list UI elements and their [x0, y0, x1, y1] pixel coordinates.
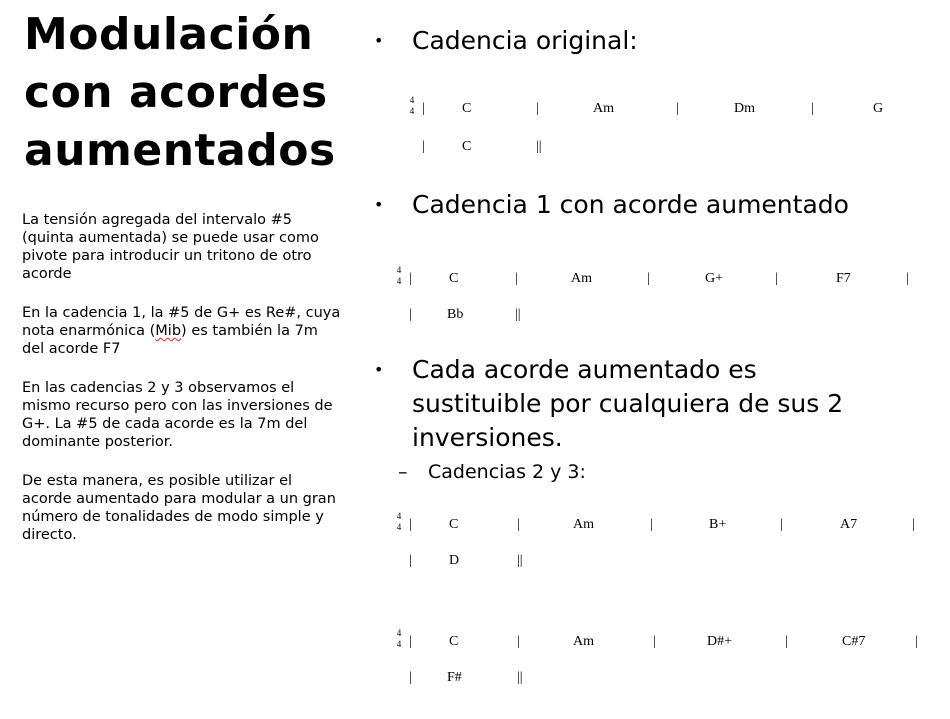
- chord-3: B+: [709, 517, 727, 532]
- title-line-1: Modulación: [24, 9, 314, 60]
- chord-2: Am: [573, 634, 594, 649]
- explanation-paragraph-2-start: En la cadencia 1, la #5 de G+ es Re#, cuya nota enarmónica (: [22, 305, 341, 339]
- chord-1: C: [449, 634, 459, 649]
- sub-bullet-cadencias-2-3: [398, 459, 586, 485]
- barline: |: [775, 271, 778, 286]
- barline: |: [676, 101, 679, 116]
- bullet-cadencia-original: [374, 24, 638, 58]
- explanation-paragraph-3: En las cadencias 2 y 3 observamos el mismo recurso pero con las inversiones de G+. La #5 de cada acorde es la 7m del dominante posterior.: [22, 380, 333, 450]
- dash-icon: –: [398, 461, 408, 483]
- chord-4: F7: [836, 271, 851, 286]
- slide-title: [24, 6, 354, 180]
- chord-1: C: [449, 517, 459, 532]
- time-signature-bottom: 4: [396, 639, 402, 649]
- chord-5: F#: [447, 670, 462, 685]
- barline: |: [517, 634, 520, 649]
- bullet-dot-icon: •: [374, 360, 384, 379]
- bullet-cadencia-1: [374, 188, 849, 222]
- time-signature-top: 4: [396, 628, 402, 638]
- time-signature-bottom: 4: [396, 276, 402, 286]
- final-barline: ||: [515, 307, 521, 322]
- barline: |: [536, 101, 539, 116]
- chord-4: C#7: [842, 634, 866, 649]
- time-signature-top: 4: [396, 265, 402, 275]
- explanation-paragraph-2: [22, 304, 344, 358]
- chord-2: Am: [593, 101, 614, 116]
- barline: |: [915, 634, 918, 649]
- chord-5: Bb: [447, 307, 464, 322]
- bullet-text: Cada acorde aumentado es sustituible por cualquiera de sus 2 inversiones.: [412, 355, 844, 452]
- spellcheck-word-mib: Mib: [155, 323, 182, 339]
- chord-1: C: [462, 101, 472, 116]
- barline: |: [653, 634, 656, 649]
- time-signature-bottom: 4: [396, 522, 402, 532]
- chord-5: C: [462, 139, 472, 154]
- time-signature-top: 4: [409, 95, 415, 105]
- explanation-panel: [22, 211, 344, 565]
- bullet-text: Cadencia original:: [412, 26, 638, 55]
- final-barline: ||: [517, 553, 523, 568]
- barline: |: [515, 271, 518, 286]
- explanation-paragraph-4: De esta manera, es posible utilizar el acorde aumentado para modular a un gran número de tonalidades de modo simple y directo.: [22, 473, 336, 543]
- chord-5: D: [449, 553, 460, 568]
- barline: |: [409, 517, 412, 532]
- barline: |: [811, 101, 814, 116]
- final-barline: ||: [536, 139, 542, 154]
- chord-1: C: [449, 271, 459, 286]
- barline: |: [409, 271, 412, 286]
- barline: |: [409, 670, 412, 685]
- barline: |: [912, 517, 915, 532]
- time-signature-bottom: 4: [409, 106, 415, 116]
- barline: |: [785, 634, 788, 649]
- chord-3: Dm: [734, 101, 755, 116]
- barline: |: [422, 139, 425, 154]
- barline: |: [422, 101, 425, 116]
- chord-3: G+: [705, 271, 724, 286]
- chord-3: D#+: [707, 634, 733, 649]
- final-barline: ||: [517, 670, 523, 685]
- chord-4: A7: [840, 517, 858, 532]
- time-signature-top: 4: [396, 511, 402, 521]
- title-line-2: con acordes: [24, 67, 328, 118]
- barline: |: [647, 271, 650, 286]
- bullet-text: Cadencia 1 con acorde aumentado: [412, 190, 849, 219]
- barline: |: [409, 634, 412, 649]
- bullet-dot-icon: •: [374, 195, 384, 214]
- explanation-paragraph-1: La tensión agregada del intervalo #5 (quinta aumentada) se puede usar como pivote para introducir un tritono de otro acorde: [22, 212, 319, 282]
- chord-2: Am: [573, 517, 594, 532]
- chord-2: Am: [571, 271, 592, 286]
- explanation-paragraph-2-end: ) es también la 7m del acorde F7: [22, 323, 318, 357]
- barline: |: [409, 553, 412, 568]
- chord-4: G: [873, 101, 884, 116]
- barline: |: [409, 307, 412, 322]
- title-line-3: aumentados: [24, 125, 336, 176]
- bullet-inversiones: [374, 353, 882, 455]
- barline: |: [517, 517, 520, 532]
- sub-bullet-text: Cadencias 2 y 3:: [428, 461, 586, 483]
- barline: |: [906, 271, 909, 286]
- bullet-dot-icon: •: [374, 31, 384, 50]
- barline: |: [650, 517, 653, 532]
- barline: |: [780, 517, 783, 532]
